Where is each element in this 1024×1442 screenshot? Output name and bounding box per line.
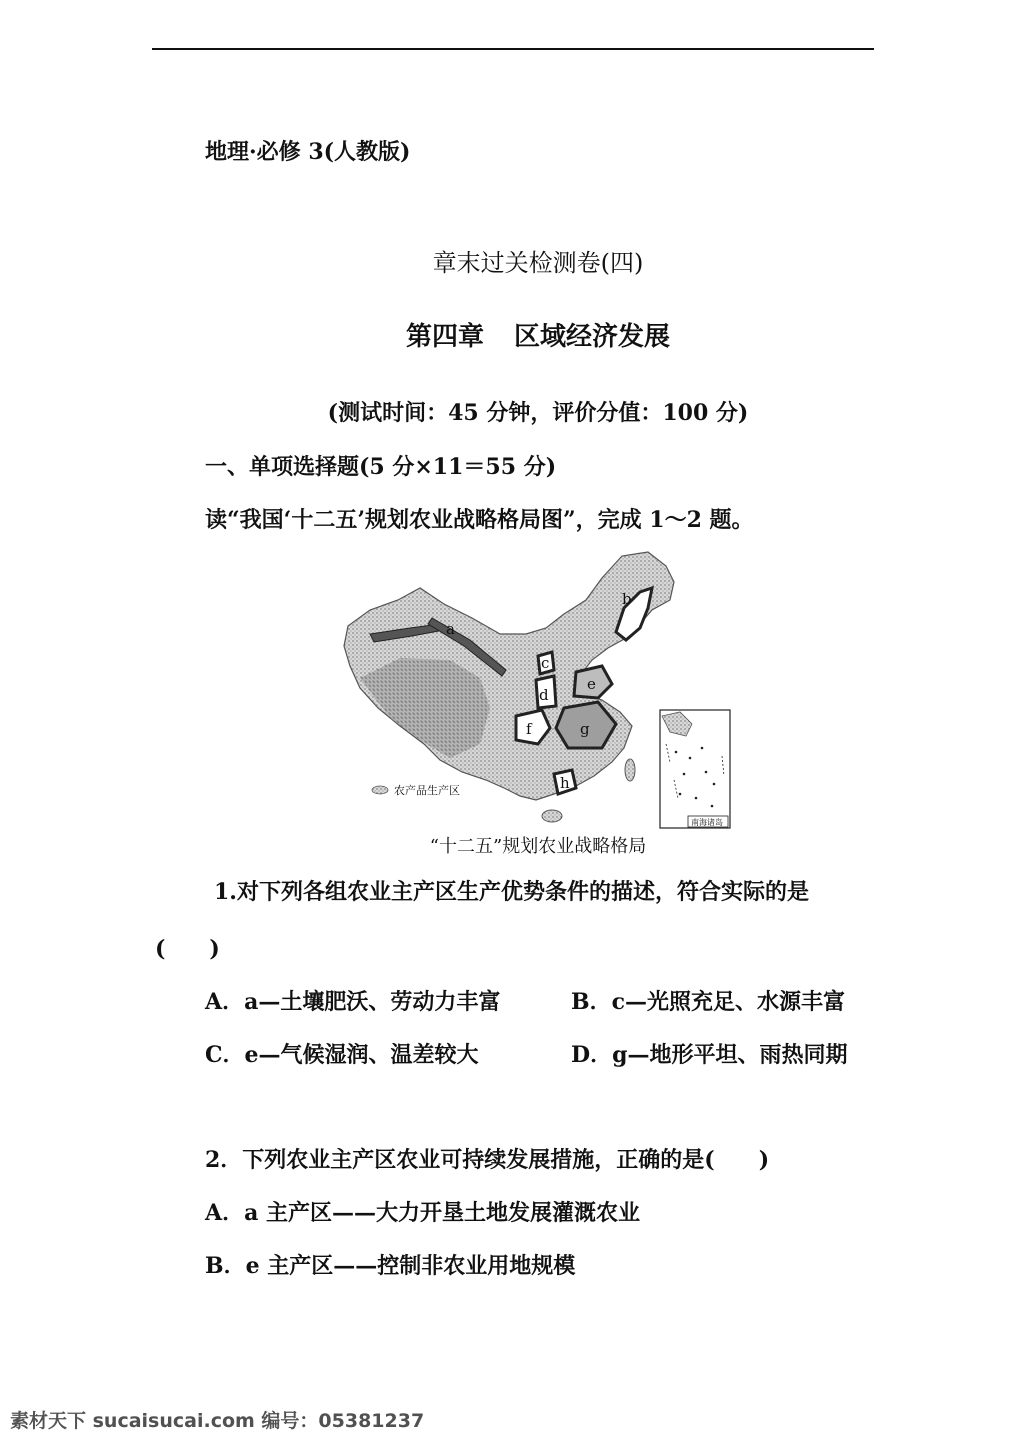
exam-title: 章末过关检测卷(四) bbox=[432, 249, 644, 277]
header-rule bbox=[152, 48, 874, 50]
book-title: 地理·必修 3(人教版) bbox=[205, 139, 411, 165]
question-2-stem: 2．下列农业主产区农业可持续发展措施，正确的是( ) bbox=[205, 1147, 770, 1173]
question-2-option-a: A．a 主产区——大力开垦土地发展灌溉农业 bbox=[205, 1200, 640, 1226]
label-h: h bbox=[560, 774, 570, 792]
watermark: 素材天下 sucaisucai.com 编号：05381237 bbox=[10, 1410, 425, 1432]
question-2-option-b: B．e 主产区——控制非农业用地规模 bbox=[205, 1253, 576, 1279]
question-1-answer-paren: ( ) bbox=[155, 936, 220, 962]
chapter-number: 第四章 bbox=[405, 322, 484, 352]
question-1-stem: 1.对下列各组农业主产区生产优势条件的描述，符合实际的是 bbox=[214, 879, 809, 905]
question-1-option-b: B．c—光照充足、水源丰富 bbox=[571, 989, 845, 1015]
label-d: d bbox=[539, 686, 549, 704]
question-intro: 读“我国‘十二五’规划农业战略格局图”，完成 1～2 题。 bbox=[205, 507, 754, 533]
chapter-name: 区域经济发展 bbox=[514, 322, 671, 352]
inset-label: 南海诸岛 bbox=[691, 818, 723, 827]
legend-swatch bbox=[372, 786, 388, 794]
question-1-option-d: D．g—地形平坦、雨热同期 bbox=[571, 1042, 848, 1068]
figure-caption: “十二五”规划农业战略格局 bbox=[429, 836, 647, 857]
label-a: a bbox=[446, 620, 455, 638]
label-b: b bbox=[622, 590, 632, 608]
legend-label: 农产品生产区 bbox=[394, 784, 460, 797]
label-e: e bbox=[587, 675, 596, 693]
question-1-option-a: A．a—土壤肥沃、劳动力丰富 bbox=[205, 989, 501, 1015]
section-heading: 一、单项选择题(5 分×11＝55 分) bbox=[205, 454, 557, 480]
label-g: g bbox=[580, 720, 590, 738]
chapter-title bbox=[0, 316, 1024, 353]
china-agriculture-map bbox=[340, 548, 740, 832]
label-c: c bbox=[541, 654, 550, 672]
label-f: f bbox=[526, 720, 532, 738]
question-1-option-c: C．e—气候湿润、温差较大 bbox=[205, 1042, 479, 1068]
test-info: (测试时间：45 分钟，评价分值：100 分) bbox=[327, 400, 749, 426]
